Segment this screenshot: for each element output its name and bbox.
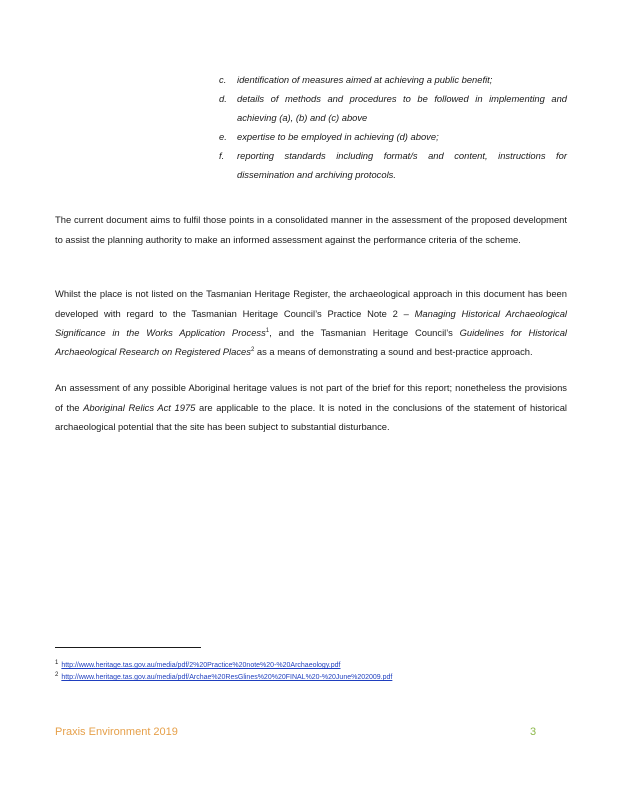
paragraph-current-document: The current document aims to fulfil those points in a consolidated manner in the assessment of the proposed development to assist the planning authority to make an informed assessment against the performance criteria of the scheme. [55, 214, 567, 245]
list-item-label: e. [219, 131, 227, 142]
text-run: are applicable to the place. It is noted in the conclusions of the statement of historical archaeological potential that the site has been subject to substantial disturbance. [55, 401, 567, 432]
footnote-ref-2[interactable]: 2 [250, 347, 255, 354]
list-item-text: identification of measures aimed at achieving a public benefit; [237, 74, 493, 85]
footnote-1 [55, 661, 340, 671]
list-item [219, 89, 567, 127]
paragraph-aboriginal-heritage [55, 378, 567, 436]
list-item-label: d. [219, 93, 227, 104]
act-title: Aboriginal Relics Act 1975 [83, 401, 196, 413]
text-run: An assessment of any possible Aboriginal heritage values is not part of the brief for this report; nonetheless the provisions of the [55, 382, 567, 413]
list-item-text: details of methods and procedures to be followed in implementing and achieving (a), (b) and (c) above [237, 93, 567, 123]
guidelines-title: Guidelines for Historical Archaeological Research on Registered Places [55, 326, 567, 358]
list-item-label: c. [219, 74, 227, 85]
footnote-number: 1 [55, 659, 59, 666]
page-number: 3 [530, 726, 537, 738]
practice-note-title: Managing Historical Archaeological Significance in the Works Application Process [55, 307, 567, 338]
list-item-label: f. [219, 150, 225, 161]
criteria-list [219, 70, 567, 184]
footer-organisation: Praxis Environment 2019 [55, 726, 178, 738]
list-item [219, 70, 567, 89]
list-item-text: reporting standards including format/s and content, instructions for dissemination and archiving protocols. [237, 150, 567, 180]
list-item-text: expertise to be employed in achieving (d) above; [237, 131, 439, 142]
list-item [219, 127, 567, 146]
footnote-separator [55, 647, 201, 648]
footnote-ref-1[interactable]: 1 [265, 327, 270, 334]
footnote-link-1[interactable]: http://www.heritage.tas.gov.au/media/pdf/2%20Practice%20note%20-%20Archaeology.pdf [61, 662, 341, 669]
text-run: Whilst the place is not listed on the Tasmanian Heritage Register, the archaeological approach in this document has been developed with regard to the Tasmanian Heritage Council’s Practice Note 2 – [55, 288, 567, 319]
text-run: as a means of demonstrating a sound and best-practice approach. [254, 346, 533, 358]
paragraph-heritage-approach [55, 284, 567, 361]
footnote-2 [55, 673, 392, 683]
list-item [219, 146, 567, 184]
footnote-number: 2 [55, 671, 59, 678]
footnote-link-2[interactable]: http://www.heritage.tas.gov.au/media/pdf/Archae%20ResGlines%20%20FINAL%20-%20June%202009.pdf [61, 674, 393, 681]
text-run: , and the Tasmanian Heritage Council’s [269, 326, 460, 338]
